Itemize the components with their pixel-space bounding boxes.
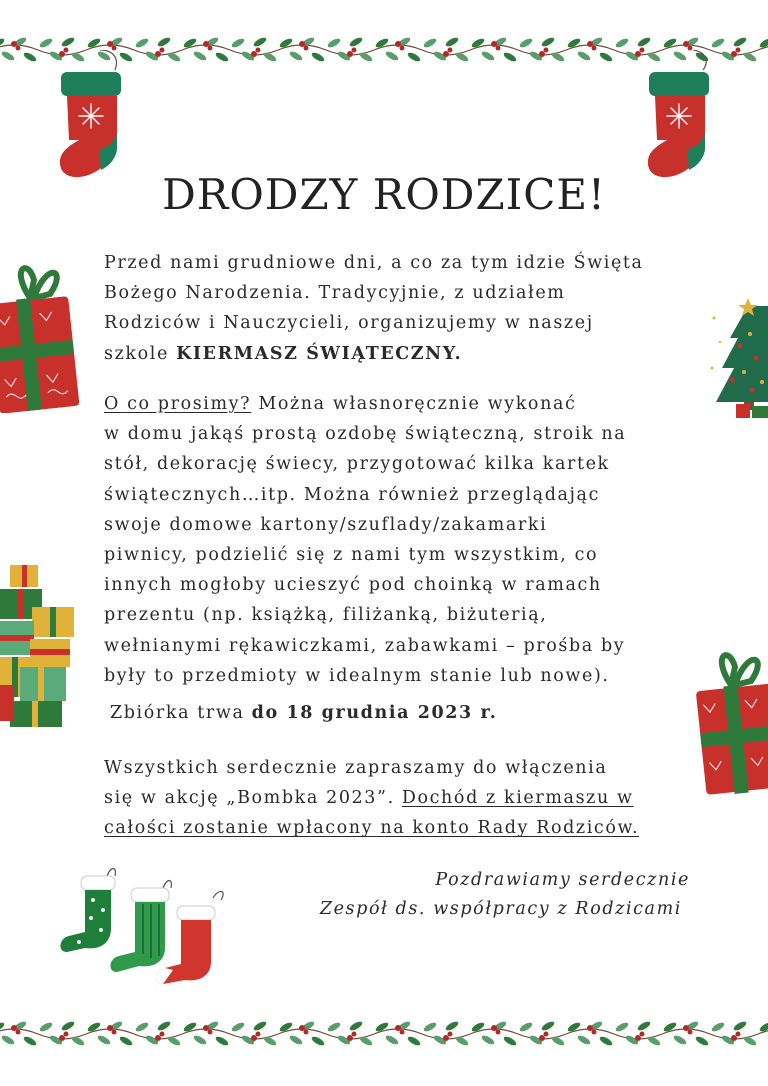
request-line: innych mogłoby ucieszyć pod choinką w ramach xyxy=(104,575,602,596)
gift-left-icon xyxy=(0,258,80,413)
request-line: swoje domowe kartony/szuflady/zakamarki xyxy=(104,514,548,535)
intro-line-3: Rodziców i Nauczycieli, organizujemy w naszej xyxy=(104,313,594,334)
request-line-1 xyxy=(104,389,690,419)
deadline-prefix: Zbiórka trwa xyxy=(110,703,252,723)
christmas-tree-icon xyxy=(710,298,768,423)
invitation-line-2 xyxy=(104,783,690,813)
request-line: świątecznych…itp. Można również przeglądając xyxy=(104,484,600,505)
request-line-last: były to przedmioty w idealnym stanie lub nowe). xyxy=(104,665,610,686)
deadline-date: do 18 grudnia 2023 r. xyxy=(251,703,498,723)
signature-line-1: Pozdrawiamy serdecznie xyxy=(435,870,690,890)
request-line: prezentu (np. książką, filiżanką, biżuterią, xyxy=(104,605,548,626)
gift-right-icon xyxy=(695,645,768,795)
request-line: piwnicy, podzielić się z nami tym wszystkim, co xyxy=(104,545,599,566)
signature-line-2: Zespół ds. współpracy z Rodzicami xyxy=(319,899,682,919)
intro-line-4-prefix: szkole xyxy=(104,343,177,364)
invitation-paragraph xyxy=(104,753,690,844)
stocking-left-icon xyxy=(55,50,135,185)
request-line: wełnianymi rękawiczkami, zabawkami – prośba by xyxy=(104,635,626,656)
proceeds-note-start: Dochód z kiermaszu w xyxy=(401,788,634,809)
stocking-right-icon xyxy=(643,50,723,185)
bottom-garland-decoration xyxy=(0,1012,768,1052)
intro-line-4 xyxy=(104,339,690,369)
signature xyxy=(320,866,690,924)
invitation-line-2-prefix: się w akcję „Bombka 2023”. xyxy=(104,788,402,809)
request-line: w domu jakąś prostą ozdobę świąteczną, stroik na xyxy=(104,424,627,445)
kiermasz-highlight: KIERMASZ ŚWIĄTECZNY. xyxy=(176,343,463,364)
intro-line-1: Przed nami grudniowe dni, a co za tym idzie Święta xyxy=(104,253,644,273)
deadline-paragraph xyxy=(110,698,696,728)
socks-icon xyxy=(55,858,235,988)
proceeds-note-end: całości zostanie wpłacony na konto Rady Rodziców. xyxy=(104,818,640,839)
invitation-line-3 xyxy=(104,813,690,843)
request-lead: O co prosimy? xyxy=(104,394,252,414)
request-paragraph xyxy=(104,389,690,691)
request-line: stół, dekorację świecy, przygotować kilka kartek xyxy=(104,454,610,475)
request-line-1-rest: Można własnoręcznie wykonać xyxy=(251,394,577,414)
deadline-line xyxy=(110,698,696,728)
intro-line-2: Bożego Narodzenia. Tradycyjnie, z udziałem xyxy=(104,283,566,304)
page-title: DRODZY RODZICE! xyxy=(162,170,606,219)
gift-stack-icon xyxy=(0,555,80,730)
invitation-line-1: Wszystkich serdecznie zapraszamy do włączenia xyxy=(104,758,608,778)
intro-paragraph xyxy=(104,248,690,369)
